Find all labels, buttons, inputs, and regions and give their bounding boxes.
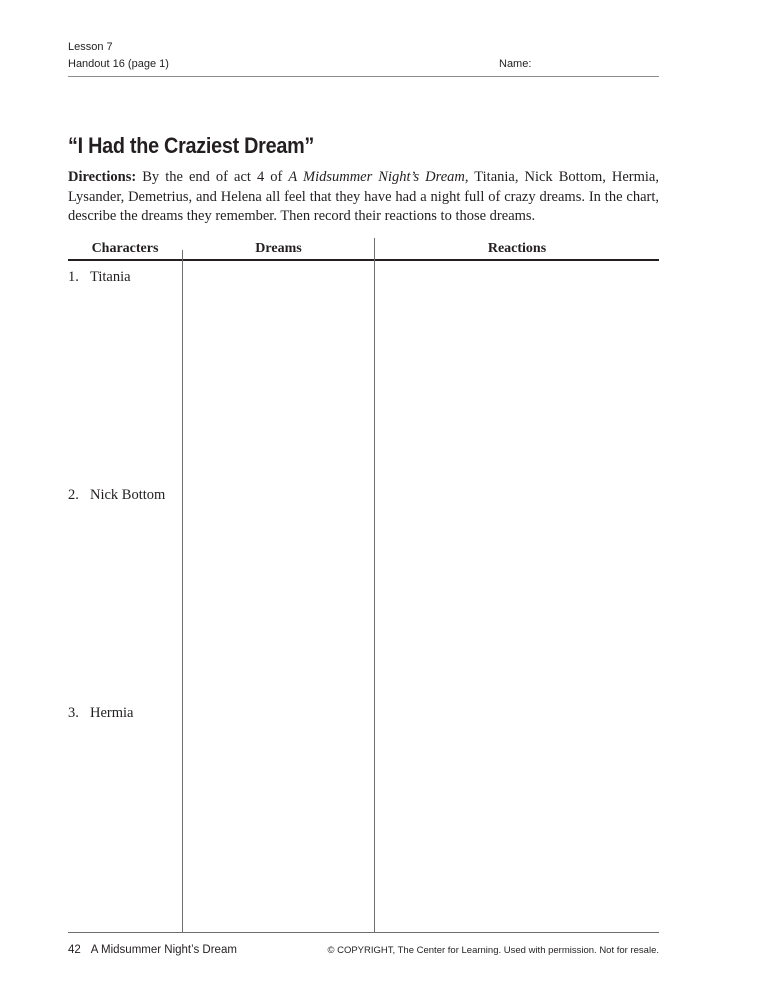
footer-book-title: A Midsummer Night’s Dream — [90, 944, 237, 956]
column-header-dreams: Dreams — [255, 241, 302, 256]
page-title: “I Had the Craziest Dream” — [68, 133, 315, 158]
row-number: 1. — [68, 269, 79, 285]
character-row-hermia — [68, 704, 133, 722]
character-row-nick-bottom — [68, 486, 165, 504]
play-title: A Midsummer Night’s Dream — [288, 169, 465, 185]
directions-label: Directions: — [68, 169, 137, 185]
character-name: Titania — [90, 269, 131, 285]
character-name: Nick Bottom — [90, 487, 166, 503]
column-header-characters: Characters — [91, 241, 159, 256]
header-divider — [68, 76, 659, 77]
handout-label: Handout 16 (page 1) — [68, 58, 169, 70]
footer-copyright: © COPYRIGHT, The Center for Learning. Used with permission. Not for resale. — [327, 945, 659, 956]
footer-left — [68, 943, 237, 957]
directions-text-before: By the end of act 4 of — [136, 169, 289, 185]
row-number: 2. — [68, 487, 79, 503]
directions-text-after: , Titania, Nick Bottom, Hermia, Lysander, Demetrius, and Helena all feel that they have had a night full of crazy dreams. In the chart, describe the dreams they remember. Then record their reactions to those dreams. — [68, 169, 659, 224]
row-number: 3. — [68, 705, 79, 721]
directions-paragraph — [68, 168, 659, 227]
column-divider-dreams — [182, 250, 183, 932]
character-row-titania — [68, 268, 131, 286]
page-number: 42 — [68, 944, 81, 956]
table-bottom-rule — [68, 932, 659, 933]
lesson-label: Lesson 7 — [68, 41, 113, 53]
character-name: Hermia — [90, 705, 134, 721]
table-header-rule — [68, 259, 659, 261]
column-divider-reactions — [374, 238, 375, 932]
column-header-reactions: Reactions — [487, 241, 547, 256]
name-label: Name: — [499, 58, 532, 70]
